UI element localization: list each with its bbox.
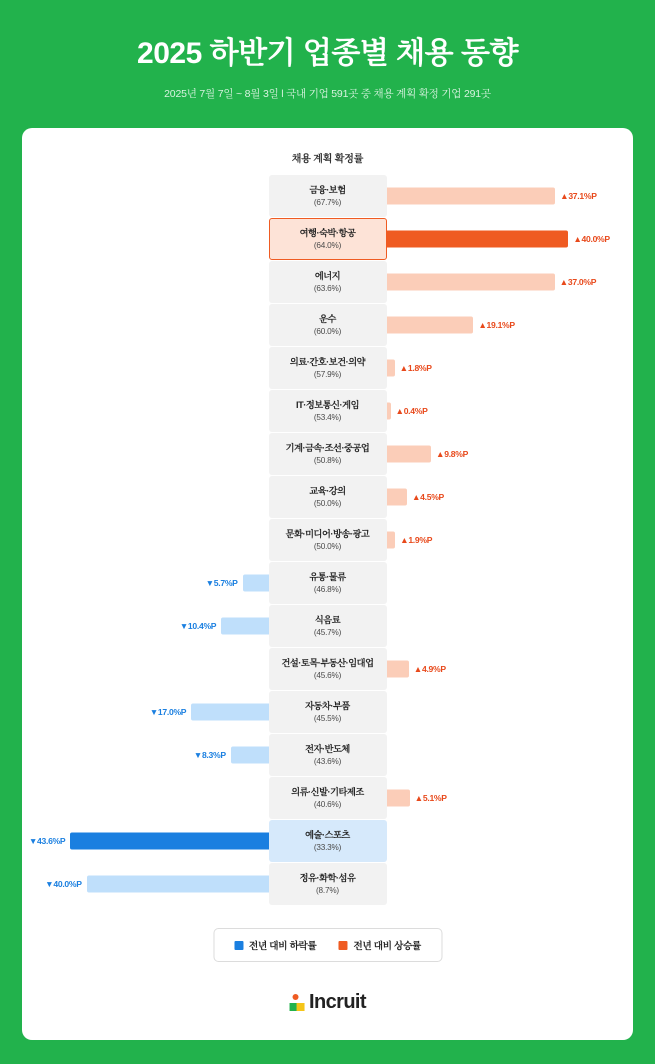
bar-value-label: ▲1.8%P (399, 363, 432, 373)
bar-decline (70, 833, 268, 850)
category-rate: (45.7%) (313, 628, 342, 638)
chart-row (38, 605, 618, 647)
category-label (269, 261, 387, 303)
category-name: 기계·금속·조선·중공업 (285, 442, 370, 453)
diverging-bar-chart (28, 175, 618, 905)
chart-row (38, 261, 618, 303)
chart-row (38, 476, 618, 518)
category-label (269, 433, 387, 475)
category-name: 건설·토목·부동산·임대업 (281, 657, 374, 668)
chart-row (38, 777, 618, 819)
bar-decline (87, 876, 269, 893)
category-rate: (46.8%) (313, 585, 342, 595)
category-rate: (33.3%) (313, 843, 342, 853)
category-rate: (60.0%) (313, 327, 342, 337)
bar-decline (231, 747, 269, 764)
category-rate: (64.0%) (313, 241, 342, 251)
bar-value-label: ▼40.0%P (45, 879, 82, 889)
bar-value-label: ▲5.1%P (414, 793, 447, 803)
category-rate: (50.8%) (313, 456, 342, 466)
chart-row (38, 175, 618, 217)
chart-caption: 채용 계획 확정률 (291, 154, 364, 165)
category-name: 예술·스포츠 (305, 829, 350, 840)
category-rate: (45.6%) (313, 671, 342, 681)
legend-label-decline: 전년 대비 하락률 (248, 941, 317, 952)
bar-value-label: ▲1.9%P (400, 535, 433, 545)
header (0, 0, 655, 101)
category-name: 유통·물류 (309, 571, 346, 582)
bar-value-label: ▼5.7%P (205, 578, 238, 588)
category-label (269, 304, 387, 346)
category-label (269, 605, 387, 647)
category-rate: (57.9%) (313, 370, 342, 380)
category-name: 운수 (319, 313, 336, 324)
category-rate: (53.4%) (313, 413, 342, 423)
bar-increase (387, 661, 409, 678)
bar-decline (191, 704, 268, 721)
category-label (269, 691, 387, 733)
legend-item-increase (339, 938, 422, 952)
category-label (269, 820, 387, 862)
bar-value-label: ▼43.6%P (28, 836, 66, 846)
category-label (269, 562, 387, 604)
incruit-mark-icon (289, 994, 304, 1011)
bar-value-label: ▲9.8%P (436, 449, 469, 459)
category-label (269, 218, 387, 260)
category-rate: (40.6%) (313, 800, 342, 810)
category-label (269, 476, 387, 518)
chart-row (38, 691, 618, 733)
chart-row (38, 304, 618, 346)
brand-logo (289, 991, 366, 1014)
bar-increase (387, 188, 556, 205)
category-rate: (63.6%) (313, 284, 342, 294)
chart-row (38, 734, 618, 776)
category-label (269, 175, 387, 217)
bar-increase (387, 489, 407, 506)
bar-increase (387, 532, 396, 549)
bar-value-label: ▲0.4%P (395, 406, 428, 416)
bar-value-label: ▲4.9%P (413, 664, 446, 674)
category-label (269, 347, 387, 389)
category-label (269, 519, 387, 561)
category-name: 정유·화학·섬유 (299, 872, 356, 883)
bar-increase (387, 274, 555, 291)
bar-decline (221, 618, 268, 635)
chart-row (38, 390, 618, 432)
bar-decline (243, 575, 269, 592)
category-rate: (43.6%) (313, 757, 342, 767)
category-name: 자동차·부품 (305, 700, 350, 711)
chart-row (38, 648, 618, 690)
category-name: 의류·신발·기타제조 (291, 786, 364, 797)
category-rate: (67.7%) (313, 198, 342, 208)
category-name: 전자·반도체 (305, 743, 350, 754)
category-name: IT·정보통신·게임 (295, 399, 360, 410)
bar-value-label: ▲19.1%P (478, 320, 515, 330)
bar-value-label: ▲37.0%P (559, 277, 597, 287)
page-subtitle: 2025년 7월 7일 ~ 8월 3일 l 국내 기업 591곳 중 채용 계획 확정 기업 291곳 (164, 88, 491, 100)
category-label (269, 390, 387, 432)
category-name: 금융·보험 (309, 184, 346, 195)
chart-row (38, 347, 618, 389)
category-label (269, 734, 387, 776)
bar-value-label: ▼10.4%P (179, 621, 217, 631)
category-label (269, 777, 387, 819)
category-rate: (45.5%) (313, 714, 342, 724)
bar-increase (387, 790, 410, 807)
category-name: 문화·미디어·방송·광고 (285, 528, 370, 539)
category-name: 식음료 (314, 614, 341, 625)
category-name: 에너지 (314, 270, 341, 281)
brand-name: Incruit (309, 991, 366, 1013)
bar-increase (387, 317, 474, 334)
chart-row (38, 519, 618, 561)
bar-value-label: ▼8.3%P (193, 750, 226, 760)
page-title: 2025 하반기 업종별 채용 동향 (137, 37, 518, 70)
category-name: 의료·간호·보건·의약 (289, 356, 366, 367)
category-rate: (50.0%) (313, 542, 342, 552)
bar-increase (387, 231, 569, 248)
chart-row (38, 433, 618, 475)
bar-value-label: ▼17.0%P (149, 707, 187, 717)
bar-increase (387, 360, 395, 377)
bar-value-label: ▲37.1%P (560, 191, 597, 201)
bar-increase (387, 403, 391, 420)
chart-row (38, 218, 618, 260)
chart-row (38, 863, 618, 905)
chart-legend (213, 928, 442, 962)
bar-increase (387, 446, 432, 463)
category-name: 여행·숙박·항공 (299, 227, 356, 238)
category-rate: (8.7%) (316, 886, 339, 896)
chart-card (22, 128, 633, 1040)
category-label (269, 863, 387, 905)
bar-value-label: ▲40.0%P (573, 234, 610, 244)
legend-swatch-decline (234, 941, 243, 950)
chart-row (28, 820, 618, 862)
chart-row (38, 562, 618, 604)
legend-item-decline (234, 938, 317, 952)
legend-label-increase: 전년 대비 상승률 (353, 941, 422, 952)
category-label (269, 648, 387, 690)
category-name: 교육·강의 (309, 485, 346, 496)
category-rate: (50.0%) (313, 499, 342, 509)
bar-value-label: ▲4.5%P (411, 492, 444, 502)
legend-swatch-increase (339, 941, 348, 950)
